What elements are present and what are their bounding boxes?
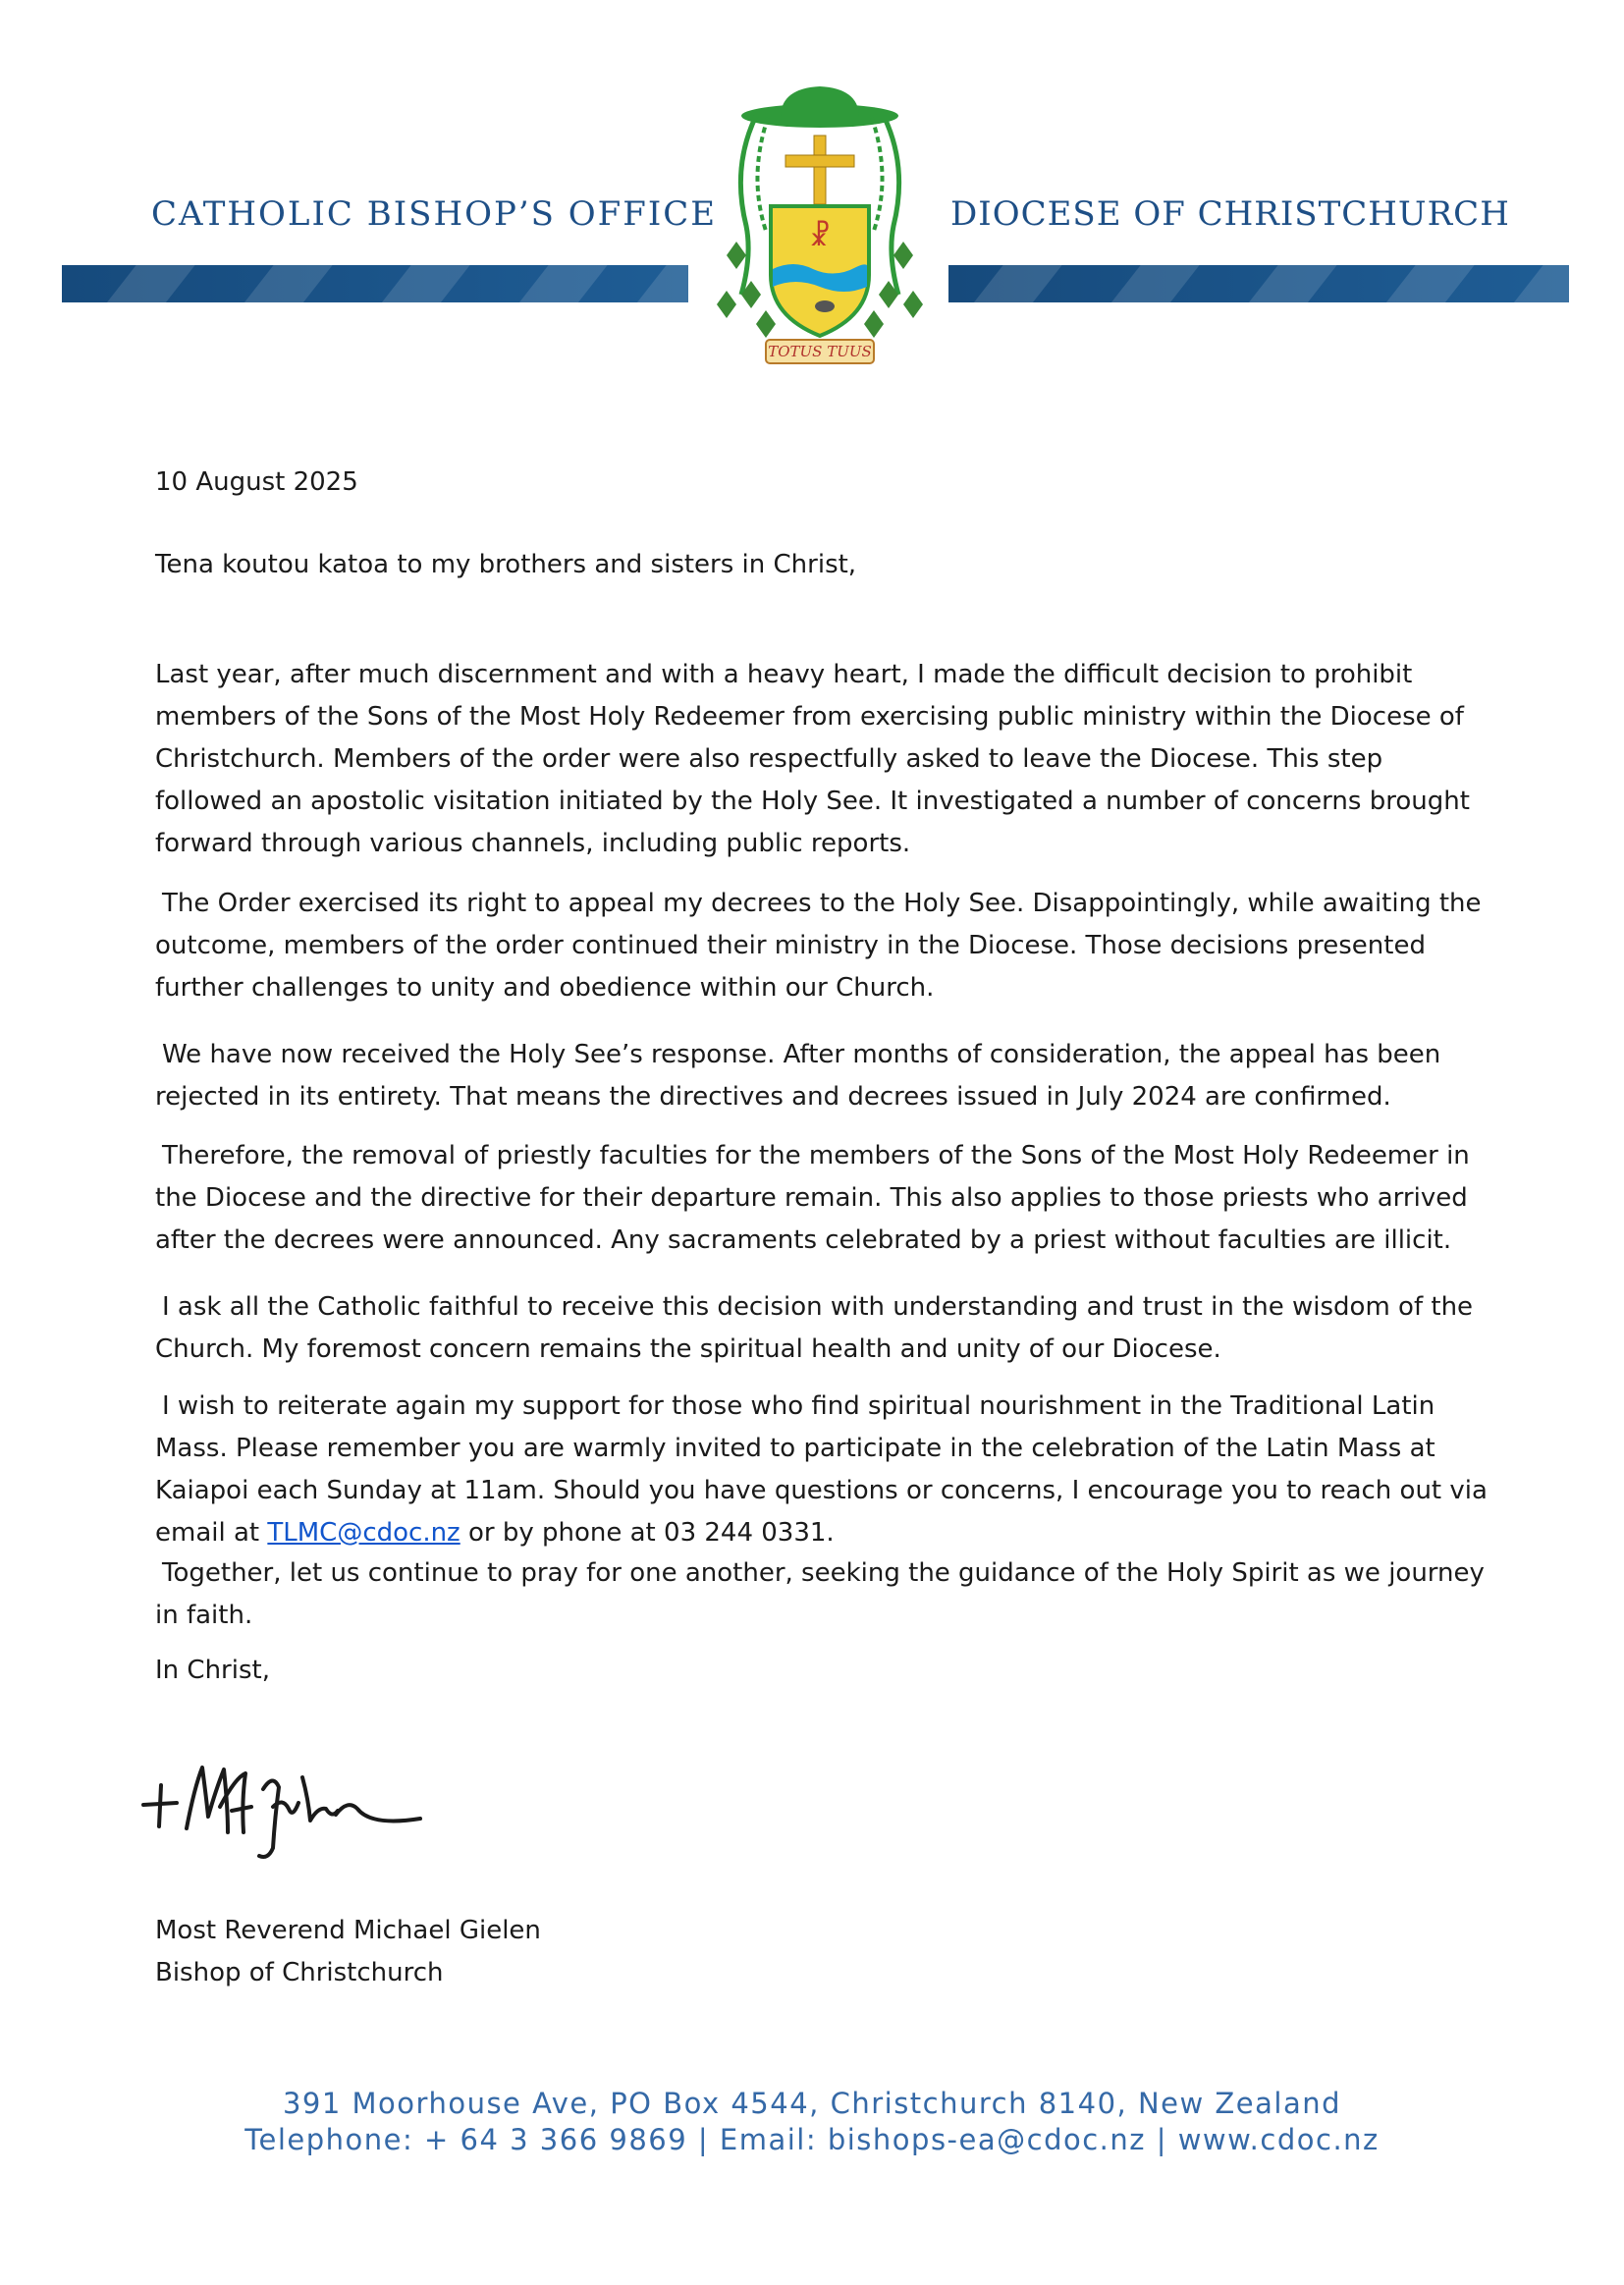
tlmc-email-link[interactable]: TLMC@cdoc.nz — [267, 1518, 460, 1548]
letter-paragraph-5: I ask all the Catholic faithful to receive this decision with understanding and trust in the wisdom of the Church. My foremost concern remains the spiritual health and unity of our Diocese. — [155, 1292, 1474, 1364]
letter-paragraph-7: Together, let us continue to pray for one another, seeking the guidance of the Holy Spirit as we journey in faith. — [155, 1558, 1485, 1630]
header-band-left — [62, 265, 688, 302]
header-band-right — [948, 265, 1569, 302]
coat-of-arms-logo — [687, 59, 952, 373]
diocese-title: DIOCESE OF CHRISTCHURCH — [950, 194, 1510, 234]
office-title: CATHOLIC BISHOP’S OFFICE — [151, 194, 718, 234]
letter-greeting: Tena koutou katoa to my brothers and sisters in Christ, — [155, 550, 857, 579]
footer-address: 391 Moorhouse Ave, PO Box 4544, Christchurch 8140, New Zealand — [282, 2087, 1342, 2120]
letter-paragraph-3: We have now received the Holy See’s response. After months of consideration, the appeal has been rejected in its entirety. That means the directives and decrees issued in July 2024 are confirmed. — [155, 1040, 1441, 1112]
letter-paragraph-6: I wish to reiterate again my support for those who find spiritual nourishment in the Traditional Latin Mass. Please remember you are warmly invited to participate in the celebration of the Latin Mass at Kaiapoi each Sunday at 11am. Should you have questions or concerns, I encourage you to reach out via email at TLMC@cdoc.nz or by phone at 03 244 0331. — [155, 1391, 1488, 1548]
signer-title: Bishop of Christchurch — [155, 1958, 444, 1987]
handwritten-signature — [126, 1738, 450, 1866]
svg-text:☧: ☧ — [809, 220, 831, 252]
letter-paragraph-4: Therefore, the removal of priestly faculties for the members of the Sons of the Most Holy Redeemer in the Diocese and the directive for their departure remain. This also applies to those priests who arrived after the decrees were announced. Any sacraments celebrated by a priest without faculties are illicit. — [155, 1141, 1470, 1255]
crest-motto: TOTUS TUUS — [768, 343, 872, 360]
letter-paragraph-2: The Order exercised its right to appeal my decrees to the Holy See. Disappointingly, while awaiting the outcome, members of the order continued their ministry in the Diocese. Those decisions presented further challenges to unity and obedience within our Church. — [155, 889, 1482, 1003]
letter-paragraph-1: Last year, after much discernment and with a heavy heart, I made the difficult decision to prohibit members of the Sons of the Most Holy Redeemer from exercising public ministry within the Diocese of Christchurch. Members of the order were also respectfully asked to leave the Diocese. This step followed an apostolic visitation initiated by the Holy See. It investigated a number of concerns brought forward through various channels, including public reports. — [155, 660, 1470, 858]
letter-date: 10 August 2025 — [155, 467, 358, 497]
footer-contact: Telephone: + 64 3 366 9869 | Email: bishops-ea@cdoc.nz | www.cdoc.nz — [244, 2123, 1380, 2156]
signer-name: Most Reverend Michael Gielen — [155, 1916, 541, 1945]
letter-closing: In Christ, — [155, 1656, 270, 1685]
